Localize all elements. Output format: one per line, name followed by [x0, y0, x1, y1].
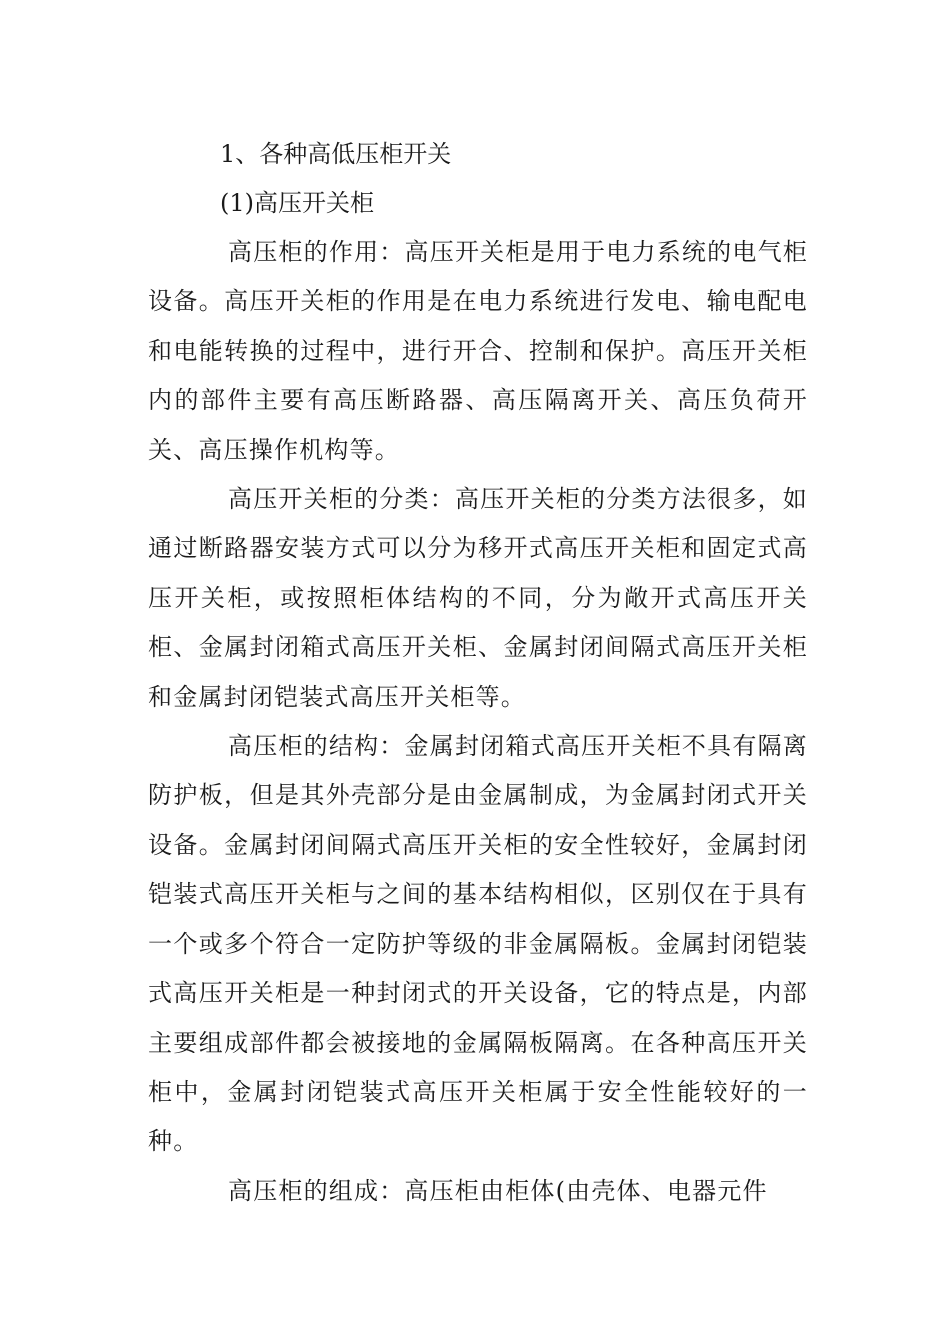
paragraph-function: 高压柜的作用：高压开关柜是用于电力系统的电气柜设备。高压开关柜的作用是在电力系统进行发电、输电配电和电能转换的过程中，进行开合、控制和保护。高压开关柜内的部件主要有高压断路器、高压隔离开关、高压负荷开关、高压操作机构等。: [148, 238, 808, 464]
section-heading: 1、各种高低压柜开关: [220, 140, 452, 168]
document-body: [148, 130, 808, 1216]
paragraph-structure: 高压柜的结构：金属封闭箱式高压开关柜不具有隔离防护板，但是其外壳部分是由金属制成，为金属封闭式开关设备。金属封闭间隔式高压开关柜的安全性较好，金属封闭铠装式高压开关柜与之间的基本结构相似，区别仅在于具有一个或多个符合一定防护等级的非金属隔板。金属封闭铠装式高压开关柜是一种封闭式的开关设备，它的特点是，内部主要组成部件都会被接地的金属隔板隔离。在各种高压开关柜中，金属封闭铠装式高压开关柜属于安全性能较好的一种。: [148, 732, 808, 1156]
paragraph-composition: 高压柜的组成：高压柜由柜体(由壳体、电器元件: [228, 1176, 768, 1205]
subsection-heading: (1)高压开关柜: [220, 189, 374, 217]
paragraph-classification: 高压开关柜的分类：高压开关柜的分类方法很多，如通过断路器安装方式可以分为移开式高压开关柜和固定式高压开关柜，或按照柜体结构的不同，分为敞开式高压开关柜、金属封闭箱式高压开关柜、金属封闭间隔式高压开关柜和金属封闭铠装式高压开关柜等。: [148, 485, 808, 711]
